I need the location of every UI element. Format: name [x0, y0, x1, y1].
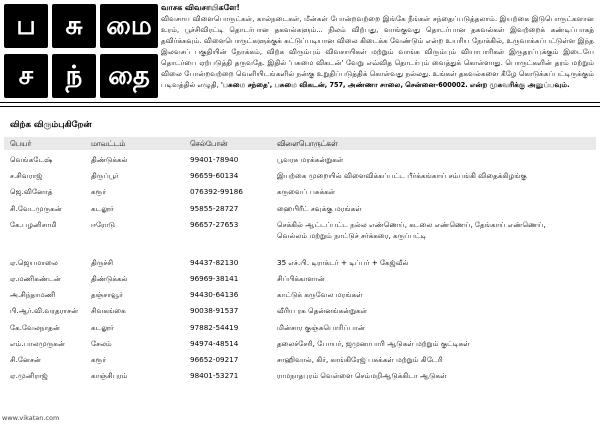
seller-name: ஏ.முனிராஜ்: [10, 371, 48, 381]
seller-product: வீரிய ரக தென்னங்கன்றுகள்: [277, 306, 368, 316]
intro-body: [161, 13, 594, 90]
seller-district: திண்டுக்கல்: [91, 155, 128, 164]
footer-url: www.vikatan.com: [2, 414, 60, 422]
seller-phone: 94430-64136: [190, 290, 239, 300]
seller-name: ச.சிவராஜ்: [10, 171, 43, 181]
section-title: விற்க விரும்புகிறேன்: [10, 120, 92, 130]
seller-product: ராமநாதபுரம் வெள்ளை செம்மறிஆடுக்கிடா ஆடுகள்: [277, 371, 447, 381]
logo-letter: மை: [100, 4, 158, 48]
seller-phone: 96652-09217: [190, 354, 239, 364]
logo-letter: ச: [4, 54, 48, 98]
seller-district: கடலூர்: [91, 203, 114, 213]
seller-product: செக்கில் ஆட்டப்பட்ட நல்ல எண்ணெய், கடலை எண்ணெய், தேங்காய் எண்ணெய், வெல்லம் மற்றும் நாட்டுச் சர்க்கரை, கருப்பட்டி: [277, 219, 546, 240]
seller-name: அ.சிந்தாமணி: [10, 290, 56, 300]
seller-phone: 94974-48514: [190, 338, 239, 348]
intro-body-text: விவசாய விளைபொருட்கள், கால்நடைகள், மீன்கள் போன்றவற்றை இங்கே நீங்கள் சந்தைப்படுத்தலாம். இயற்கை இடுபொருட்களான உரம், பூச்சிவிரட்டி தொடர்பான தகவல்களும்... நிலம் விற்பது, வாங்குவது தொடர்பான தகவல்கள் இவற்றைக் கண்டிப்பாகத் தவிர்க்கவும். விளைபொருட்களுக்குக் கட்டுப்படியான விலை கிடைக்க வேண்டும் என்ற உயரிய நோக்கில், உருவாக்கப்பட்டுள்ள இந்த இலவசப் பகுதியின் நோக்கம், விற்க விரும்பும் விவசாயிகள் மற்றும் வாங்க விரும்பும் வியாபாரிகள் இருதரப்புக்கும் இடையே தொடர்பை ஏற்படுத்தி தருவதே. இதில் 'பசுமை விகடன்' வேறு எவ்வித தொடர்பும் வைத்துக் கொள்ளாது. பொருட்களின் தரம் மற்றும் விலை போன்றவற்றை வெளியிடங்களில் நன்கு உறுதிப்படுத்திக் கொள்வது நல்லது. உங்கள் தகவல்களை கீழே கொடுக்கப்பட்டிருக்கும் படிவத்தில் எழுதி,: [161, 14, 594, 89]
table-row: [4, 287, 596, 303]
seller-product: தலைச்சேரி, போயர், ஜமுனாபாரி ஆடுகள் மற்றும் குட்டிகள்: [277, 338, 470, 348]
seller-name: ஜெ.வினோத்: [10, 187, 53, 197]
table-row: [4, 368, 596, 384]
table-header: [4, 137, 596, 150]
seller-product: இயற்கை முறையில் விளைவிக்கப்பட்ட பீர்க்கங்காய் சம்பங்கி விதைக்கிழங்கு: [277, 171, 527, 181]
table-row: [4, 303, 596, 319]
seller-name: வெங்கடேஷ்: [10, 155, 53, 164]
seller-phone: 96657-27653: [190, 219, 239, 229]
column-header-phone: செல்போன்: [190, 139, 228, 148]
seller-phone: 97882-54419: [190, 322, 239, 332]
intro-greeting: வாசக விவசாயிகளே!: [161, 3, 240, 12]
seller-name: சி.னேசன்: [10, 354, 41, 364]
seller-district: கடலூர்: [91, 322, 114, 332]
logo-letter: சு: [52, 4, 96, 48]
seller-product: சாஹிவால், கிர், காங்கிரேஜ் பசுக்கள் மற்றும் கிடேரி: [277, 354, 443, 364]
seller-product: சிப்பிக்காளான்: [277, 273, 325, 283]
seller-name: எம்.பாலமுருகன்: [10, 338, 65, 348]
column-header-name: பெயர்: [10, 139, 32, 148]
seller-product: பூவரசு மரக்கன்றுகள்: [277, 155, 344, 164]
seller-district: சிவகங்கை: [91, 306, 126, 316]
table-row: [4, 352, 596, 368]
seller-phone: 95855-28727: [190, 203, 239, 213]
logo-row-top: [4, 4, 158, 48]
table-row: [4, 168, 596, 184]
table-row: [4, 336, 596, 352]
seller-phone: 99401-78940: [190, 155, 239, 164]
intro-address: 'பசுமை சந்தை', பசுமை விகடன், 757, அண்ணா சாலை, சென்னை-600002. என்ற முகவரிக்கு அனுப்பவும்.: [220, 80, 570, 89]
seller-district: திருச்சி: [91, 257, 114, 267]
intro-text-block: [161, 2, 594, 98]
table-row: [4, 152, 596, 168]
top-divider-secondary: [0, 106, 600, 107]
logo-letter: ந்: [52, 54, 96, 98]
table-row: [4, 217, 596, 245]
seller-phone: 96659-60134: [190, 171, 239, 181]
listing-table: [4, 152, 596, 384]
seller-product: கருவைப் பசுக்கள்: [277, 187, 336, 197]
seller-district: ஈரோடு: [91, 219, 116, 229]
seller-district: திருப்பூர்: [91, 171, 119, 181]
seller-name: கே.வேலநாதன்: [10, 322, 60, 332]
seller-district: கரூர்: [91, 187, 107, 197]
seller-phone: 94437-82130: [190, 257, 239, 267]
seller-phone: 076392-99186: [190, 187, 243, 197]
seller-name: கே.பழனிசாமி: [10, 219, 57, 229]
table-row: [4, 320, 596, 336]
seller-name: ஏ.ஜெயமாலை: [10, 257, 58, 267]
table-row: [4, 255, 596, 271]
seller-phone: 98401-53271: [190, 371, 239, 381]
seller-district: சேலம்: [91, 338, 112, 348]
logo-row-bottom: [4, 54, 158, 98]
logo-letter: தை: [100, 54, 158, 98]
logo-letter: ப: [4, 4, 48, 48]
table-row: [4, 184, 596, 200]
seller-district: திண்டுக்கல்: [91, 273, 128, 283]
seller-district: காஞ்சிபுரம்: [91, 371, 128, 381]
seller-product: 35 எச்.பி. டிராக்டர் + டிப்பர் + கேஜ்வீல்: [277, 257, 409, 267]
column-header-product: விளைபொருட்கள்: [277, 139, 338, 148]
seller-product: காட்டுக் கருவேல மரங்கள்: [277, 290, 363, 300]
top-divider: [0, 102, 600, 103]
table-row: [4, 201, 596, 217]
seller-name: ஏ.மணிகண்டன்: [10, 273, 61, 283]
seller-phone: 96969-38141: [190, 273, 239, 283]
seller-name: பி.ஆர்.வி.வரதராசன்: [10, 306, 79, 316]
pasumai-santhai-logo: [4, 4, 154, 98]
table-row: [4, 271, 596, 287]
seller-district: தஞ்சாவூர்: [91, 290, 123, 300]
seller-name: சி.வேடமுருகன்: [10, 203, 62, 213]
seller-product: மின்சார குஞ்சுபொரிப்பான்: [277, 322, 365, 332]
seller-product: ஹைபிரீட் சவுக்கு மரங்கள்: [277, 203, 362, 213]
column-header-district: மாவட்டம்: [91, 139, 126, 148]
seller-phone: 90038-91537: [190, 306, 239, 316]
seller-district: கரூர்: [91, 354, 107, 364]
